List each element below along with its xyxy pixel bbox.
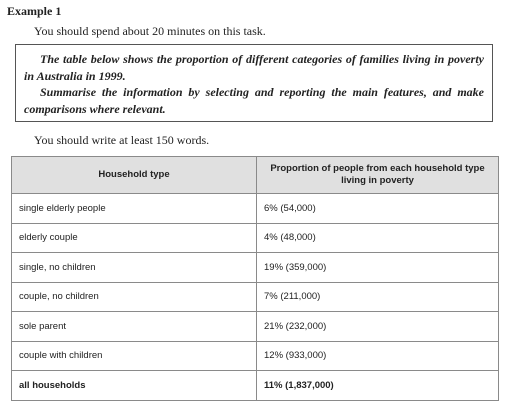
- household-type-cell: elderly couple: [12, 223, 257, 253]
- table-row: [12, 223, 499, 253]
- table-row: [12, 282, 499, 312]
- column-header-household-type: Household type: [12, 157, 257, 194]
- household-type-cell: single, no children: [12, 253, 257, 283]
- example-heading: Example 1: [7, 4, 62, 18]
- household-type-cell: couple with children: [12, 341, 257, 371]
- table-row: [12, 194, 499, 224]
- table-row: [12, 253, 499, 283]
- table-row: [12, 312, 499, 342]
- time-instruction: You should spend about 20 minutes on this task.: [34, 24, 266, 38]
- proportion-cell: 11% (1,837,000): [257, 371, 499, 401]
- household-type-cell: sole parent: [12, 312, 257, 342]
- task-description-box: [15, 44, 493, 122]
- poverty-table: [11, 156, 499, 401]
- household-type-cell: all households: [12, 371, 257, 401]
- table-header-row: [12, 157, 499, 194]
- word-count-instruction: You should write at least 150 words.: [34, 133, 210, 147]
- household-type-cell: single elderly people: [12, 194, 257, 224]
- table-total-row: [12, 371, 499, 401]
- task-description: The table below shows the proportion of different categories of families living in poverty in Australia in 1999.: [24, 52, 484, 83]
- proportion-cell: 7% (211,000): [257, 282, 499, 312]
- household-type-cell: couple, no children: [12, 282, 257, 312]
- proportion-cell: 19% (359,000): [257, 253, 499, 283]
- proportion-cell: 21% (232,000): [257, 312, 499, 342]
- proportion-cell: 6% (54,000): [257, 194, 499, 224]
- column-header-proportion: Proportion of people from each household type living in poverty: [257, 157, 499, 194]
- proportion-cell: 12% (933,000): [257, 341, 499, 371]
- table-row: [12, 341, 499, 371]
- proportion-cell: 4% (48,000): [257, 223, 499, 253]
- task-instruction: Summarise the information by selecting and reporting the main features, and make comparisons where relevant.: [24, 85, 484, 116]
